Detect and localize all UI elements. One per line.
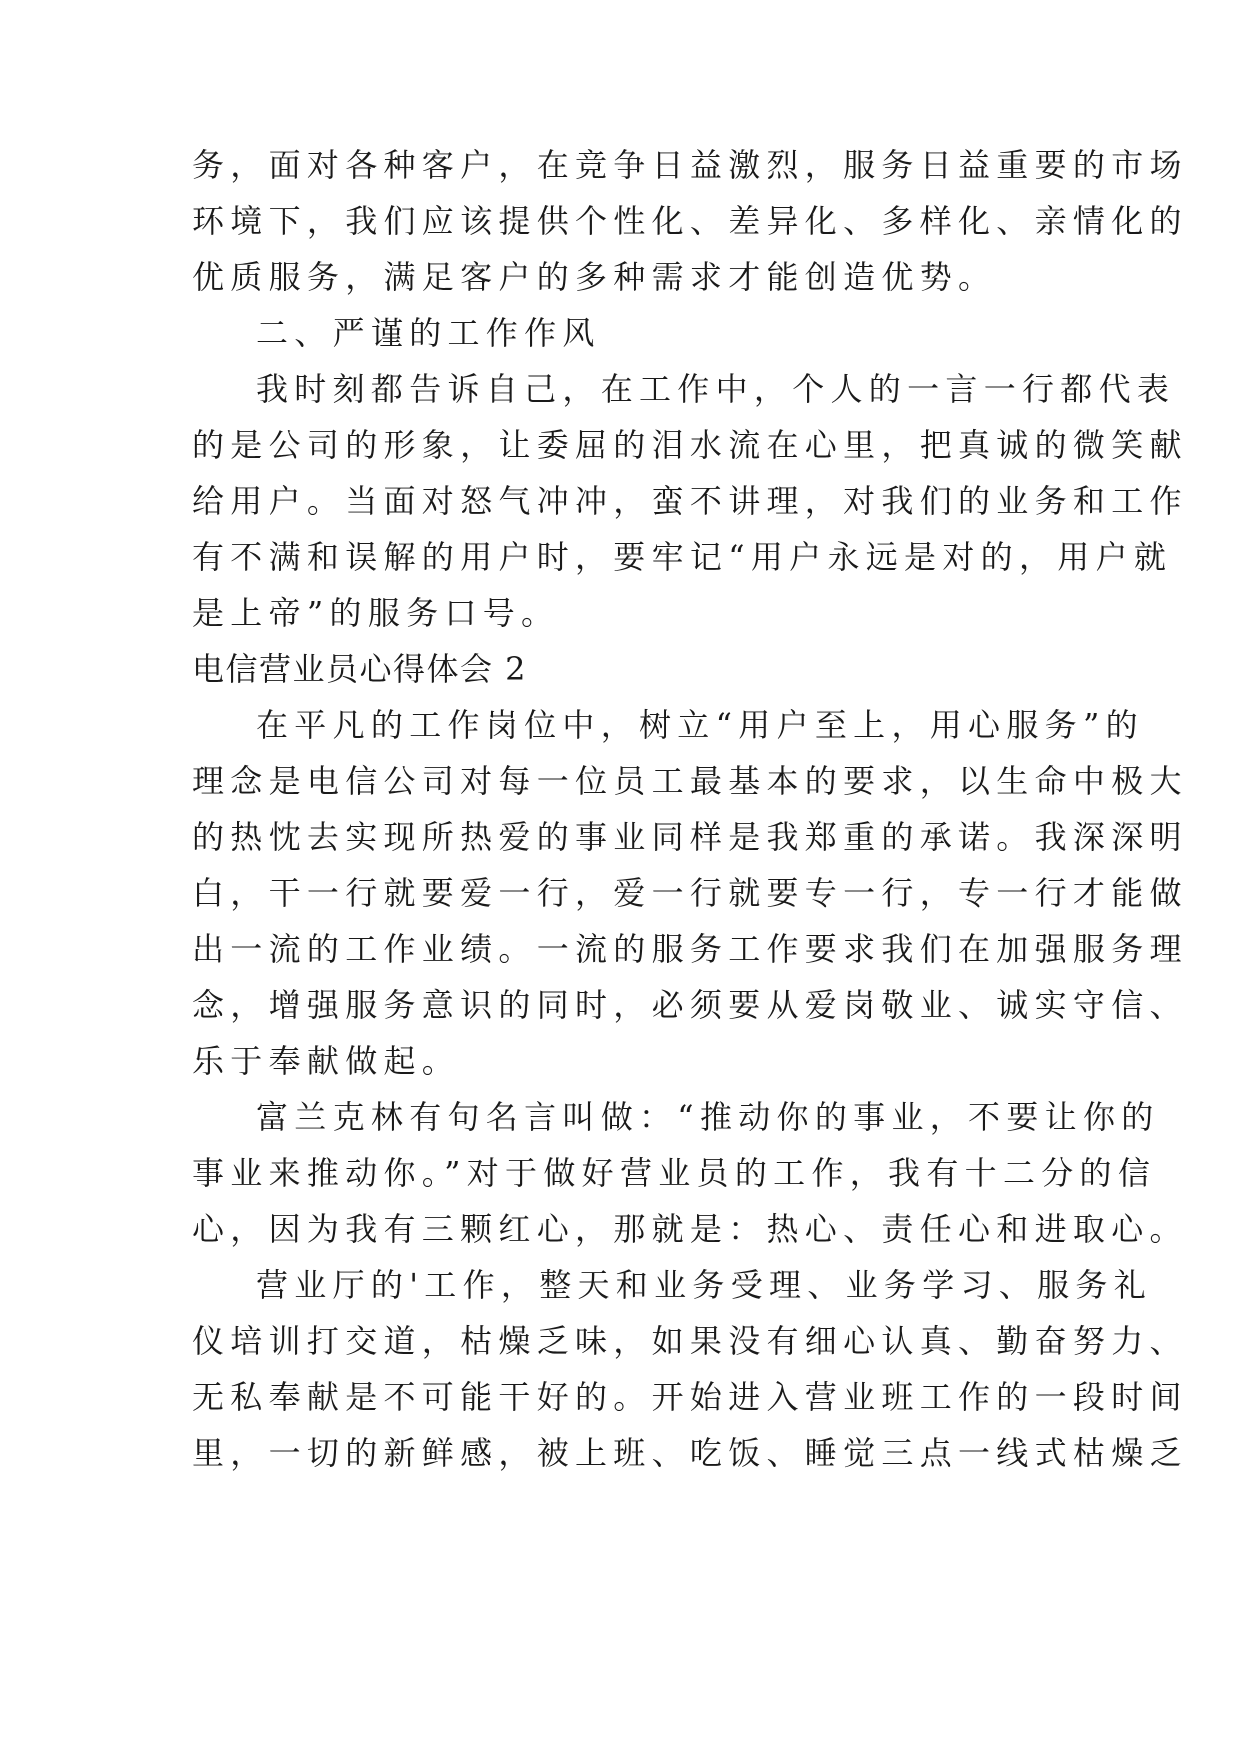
text-line: 的热忱去实现所热爱的事业同样是我郑重的承诺。我深深明 [192, 818, 1188, 856]
text-line: 无私奉献是不可能干好的。开始进入营业班工作的一段时间 [192, 1378, 1188, 1416]
text-line: 在平凡的工作岗位中，树立“用户至上，用心服务”的 [256, 706, 1144, 744]
text-line: 富兰克林有句名言叫做：“推动你的事业，不要让你的 [256, 1098, 1160, 1136]
text-line: 给用户。当面对怒气冲冲，蛮不讲理，对我们的业务和工作 [192, 482, 1188, 520]
text-line: 里，一切的新鲜感，被上班、吃饭、睡觉三点一线式枯燥乏 [192, 1434, 1188, 1472]
text-line: 事业来推动你。”对于做好营业员的工作，我有十二分的信 [192, 1154, 1157, 1192]
text-line: 有不满和误解的用户时，要牢记“用户永远是对的，用户就 [192, 538, 1173, 576]
text-line: 的是公司的形象，让委屈的泪水流在心里，把真诚的微笑献 [192, 426, 1188, 464]
text-line: 营业厅的'工作，整天和业务受理、业务学习、服务礼 [256, 1266, 1152, 1304]
text-line: 优质服务，满足客户的多种需求才能创造优势。 [192, 258, 997, 296]
text-line: 念，增强服务意识的同时，必须要从爱岗敬业、诚实守信、 [192, 986, 1188, 1024]
document-heading: 电信营业员心得体会 2 [192, 650, 528, 688]
text-line: 理念是电信公司对每一位员工最基本的要求，以生命中极大 [192, 762, 1188, 800]
text-line: 仪培训打交道，枯燥乏味，如果没有细心认真、勤奋努力、 [192, 1322, 1188, 1360]
text-line: 乐于奉献做起。 [192, 1042, 461, 1080]
text-line: 出一流的工作业绩。一流的服务工作要求我们在加强服务理 [192, 930, 1188, 968]
text-line: 白，干一行就要爱一行，爱一行就要专一行，专一行才能做 [192, 874, 1188, 912]
text-line: 我时刻都告诉自己，在工作中，个人的一言一行都代表 [256, 370, 1176, 408]
text-line: 心，因为我有三颗红心，那就是：热心、责任心和进取心。 [192, 1210, 1188, 1248]
text-line: 是上帝”的服务口号。 [192, 594, 560, 632]
text-line: 务，面对各种客户，在竞争日益激烈，服务日益重要的市场 [192, 146, 1188, 184]
text-line: 环境下，我们应该提供个性化、差异化、多样化、亲情化的 [192, 202, 1188, 240]
section-heading: 二、严谨的工作作风 [256, 314, 601, 352]
